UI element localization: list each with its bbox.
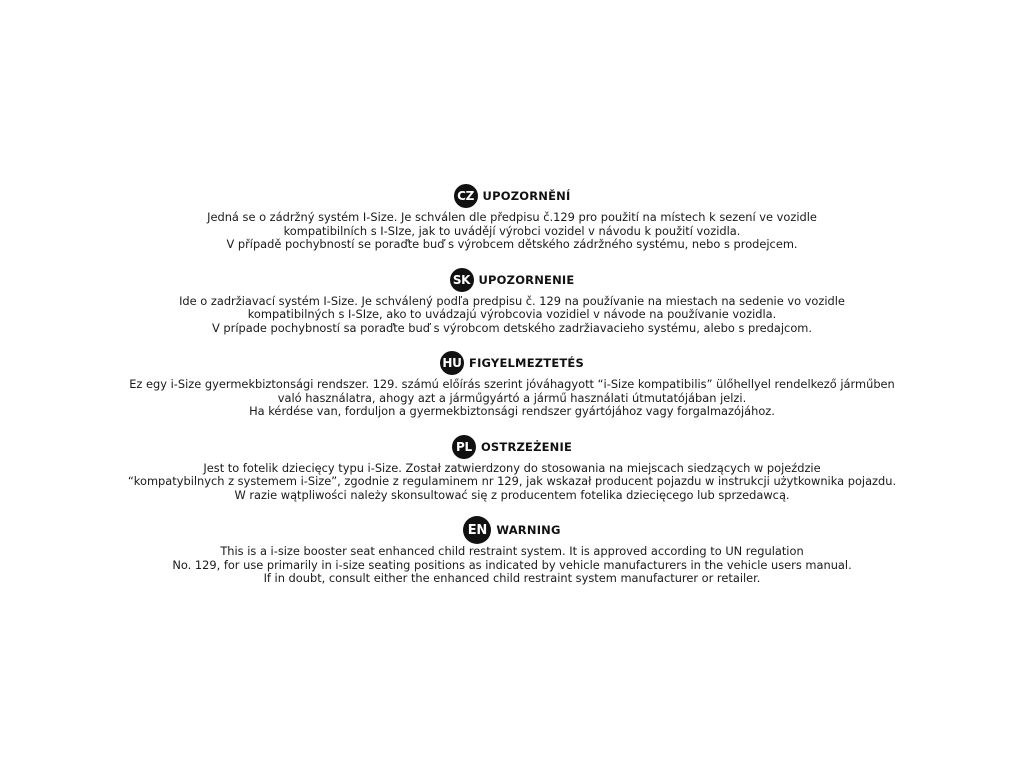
section-heading (0, 182, 1024, 210)
text-line: If in doubt, consult either the enhanced child restraint system manufacturer or retailer. (263, 571, 761, 585)
text-line: Jest to fotelik dziecięcy typu i-Size. Został zatwierdzony do stosowania na miejscach siedzących w pojeździe (203, 460, 821, 475)
text-line: Ide o zadržiavací systém I-Size. Je schválený podľa predpisu č. 129 na používanie na miestach na sedenie vo vozidle (179, 293, 845, 308)
section-title: UPOZORNĚNÍ (482, 189, 571, 203)
text-line: Jedná se o zádržný systém I-Size. Je schválen dle předpisu č.129 pro použití na místech k sezení ve vozidle (207, 210, 817, 224)
text-line: V případě pochybností se poraďte buď s výrobcem dětského zádržného systému, nebo s prodejcem. (226, 237, 798, 251)
text-line: W razie wątpliwości należy skonsultować się z producentem fotelika dziecięcego lub sprzedawcą. (234, 487, 790, 502)
section-heading (0, 433, 1024, 461)
text-line: Ha kérdése van, forduljon a gyermekbiztonsági rendszer gyártójához vagy forgalmazójához. (249, 404, 775, 418)
section-text (0, 462, 1024, 503)
text-line: This is a i-size booster seat enhanced child restraint system. It is approved according to UN regulation (220, 544, 804, 558)
section-cz (0, 182, 1024, 252)
section-text (0, 545, 1024, 586)
section-title: UPOZORNENIE (478, 272, 575, 287)
section-en (0, 516, 1024, 586)
section-title: WARNING (496, 523, 561, 537)
text-line: kompatibilných s I-SIze, ako to uvádzajú výrobcovia vozidiel v návode na používanie vozidla. (247, 307, 777, 321)
section-hu (0, 349, 1024, 419)
warning-document (0, 182, 1024, 600)
text-line: Ez egy i-Size gyermekbiztonsági rendszer. 129. számú előírás szerint jóváhagyott “i-Size kompatibilis” ülőhellyel rendelkező járműben (129, 377, 895, 391)
language-badge-cz: CZ (454, 184, 478, 208)
section-heading (0, 349, 1024, 377)
section-text (0, 211, 1024, 252)
language-badge-sk: SK (450, 268, 474, 292)
section-text (0, 295, 1024, 336)
section-heading (0, 516, 1024, 544)
section-pl (0, 433, 1024, 503)
section-heading (0, 266, 1024, 294)
section-title: FIGYELMEZTETÉS (469, 356, 584, 370)
language-badge-en: EN (463, 516, 491, 544)
language-badge-hu: HU (440, 351, 464, 375)
section-sk (0, 266, 1024, 336)
text-line: kompatibilních s I-SIze, jak to uvádějí výrobci vozidel v návodu k použití vozidla. (283, 223, 741, 238)
text-line: V prípade pochybností sa poraďte buď s výrobcom detského zadržiavacieho systému, alebo s predajcom. (212, 320, 812, 335)
text-line: “kompatybilnych z systemem i-Size”, zgodnie z regulaminem nr 129, jak wskazał producent pojazdu w instrukcji użytkownika pojazdu. (127, 474, 897, 488)
text-line: No. 129, for use primarily in i-size seating positions as indicated by vehicle manufacturers in the vehicle users manual. (172, 557, 852, 572)
section-title: OSTRZEŻENIE (480, 439, 573, 454)
language-badge-pl: PL (452, 435, 476, 459)
section-text (0, 378, 1024, 419)
text-line: való használatra, ahogy azt a járműgyártó a jármű használati útmutatójában jelzi. (277, 390, 747, 405)
